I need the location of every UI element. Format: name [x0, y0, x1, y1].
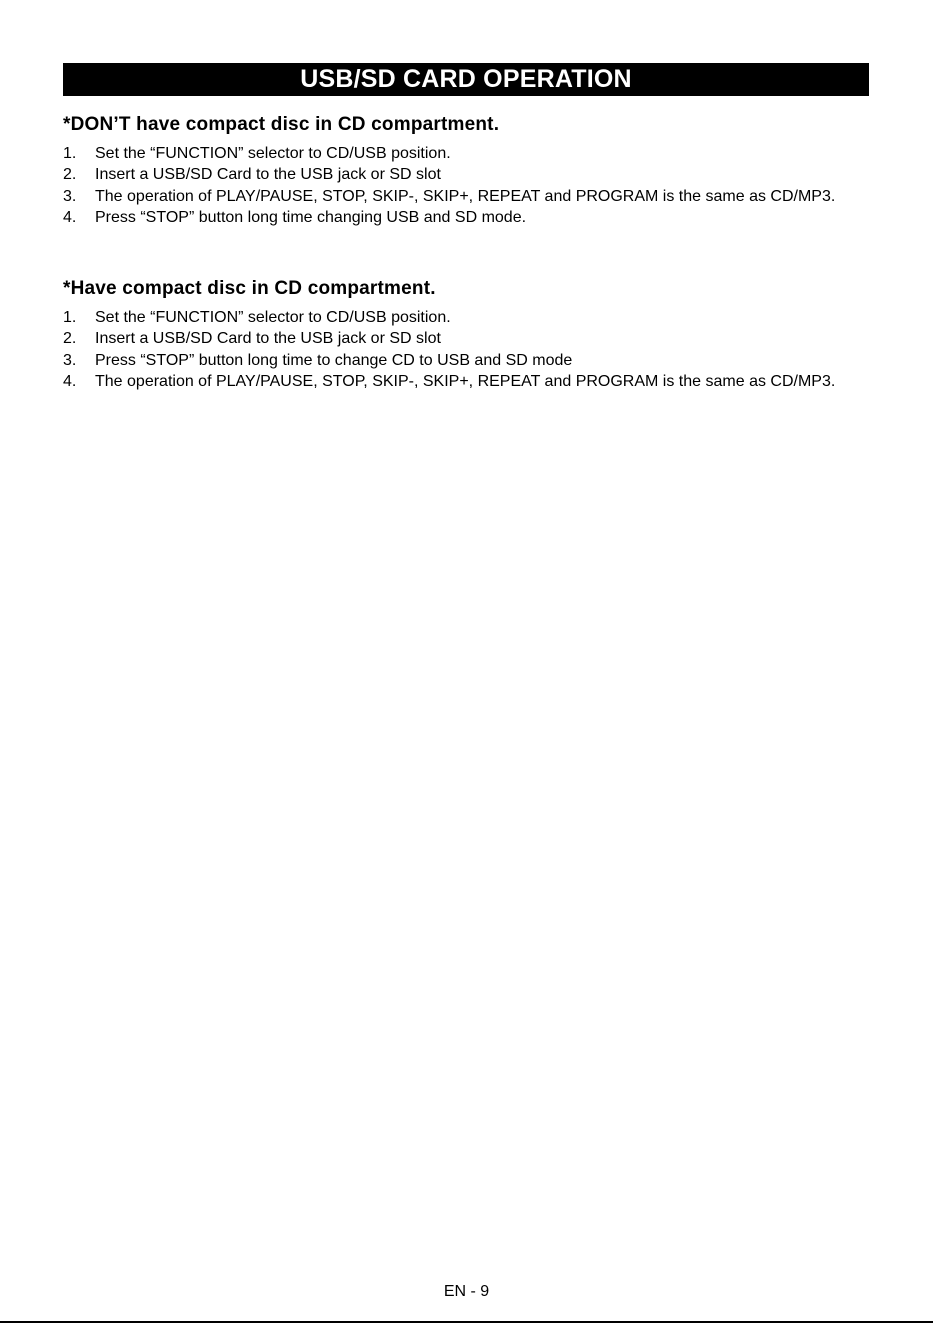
list-item [63, 186, 863, 207]
step-number: 2. [63, 330, 77, 348]
list-item [63, 143, 863, 164]
step-text: Press “STOP” button long time changing USB and SD mode. [95, 208, 527, 226]
step-text: Press “STOP” button long time to change CD to USB and SD mode [95, 351, 573, 369]
list-item [63, 307, 863, 328]
page-title: USB/SD CARD OPERATION [63, 63, 869, 96]
section-with-disc [63, 277, 863, 392]
step-text: The operation of PLAY/PAUSE, STOP, SKIP-, SKIP+, REPEAT and PROGRAM is the same as CD/MP3. [95, 372, 836, 390]
step-text: The operation of PLAY/PAUSE, STOP, SKIP-, SKIP+, REPEAT and PROGRAM is the same as CD/MP3. [95, 187, 836, 205]
step-number: 3. [63, 187, 77, 205]
step-text: Set the “FUNCTION” selector to CD/USB position. [95, 145, 451, 162]
list-item [63, 371, 863, 392]
divider [0, 1321, 933, 1323]
step-number: 3. [63, 351, 77, 369]
step-number: 4. [63, 208, 77, 226]
page-number: EN - 9 [443, 1283, 490, 1300]
step-number: 1. [63, 309, 77, 326]
list-item [63, 164, 863, 185]
step-text: Set the “FUNCTION” selector to CD/USB position. [95, 309, 451, 326]
list-item [63, 350, 863, 371]
steps-list [63, 143, 863, 228]
step-text: Insert a USB/SD Card to the USB jack or SD slot [95, 330, 441, 348]
step-number: 1. [63, 145, 77, 162]
section-heading: *DON’T have compact disc in CD compartment. [63, 114, 500, 135]
step-number: 4. [63, 372, 77, 390]
section-no-disc [63, 113, 863, 228]
step-text: Insert a USB/SD Card to the USB jack or SD slot [95, 166, 441, 184]
list-item [63, 328, 863, 349]
step-number: 2. [63, 166, 77, 184]
steps-list [63, 307, 863, 392]
section-heading: *Have compact disc in CD compartment. [63, 278, 436, 299]
list-item [63, 207, 863, 228]
